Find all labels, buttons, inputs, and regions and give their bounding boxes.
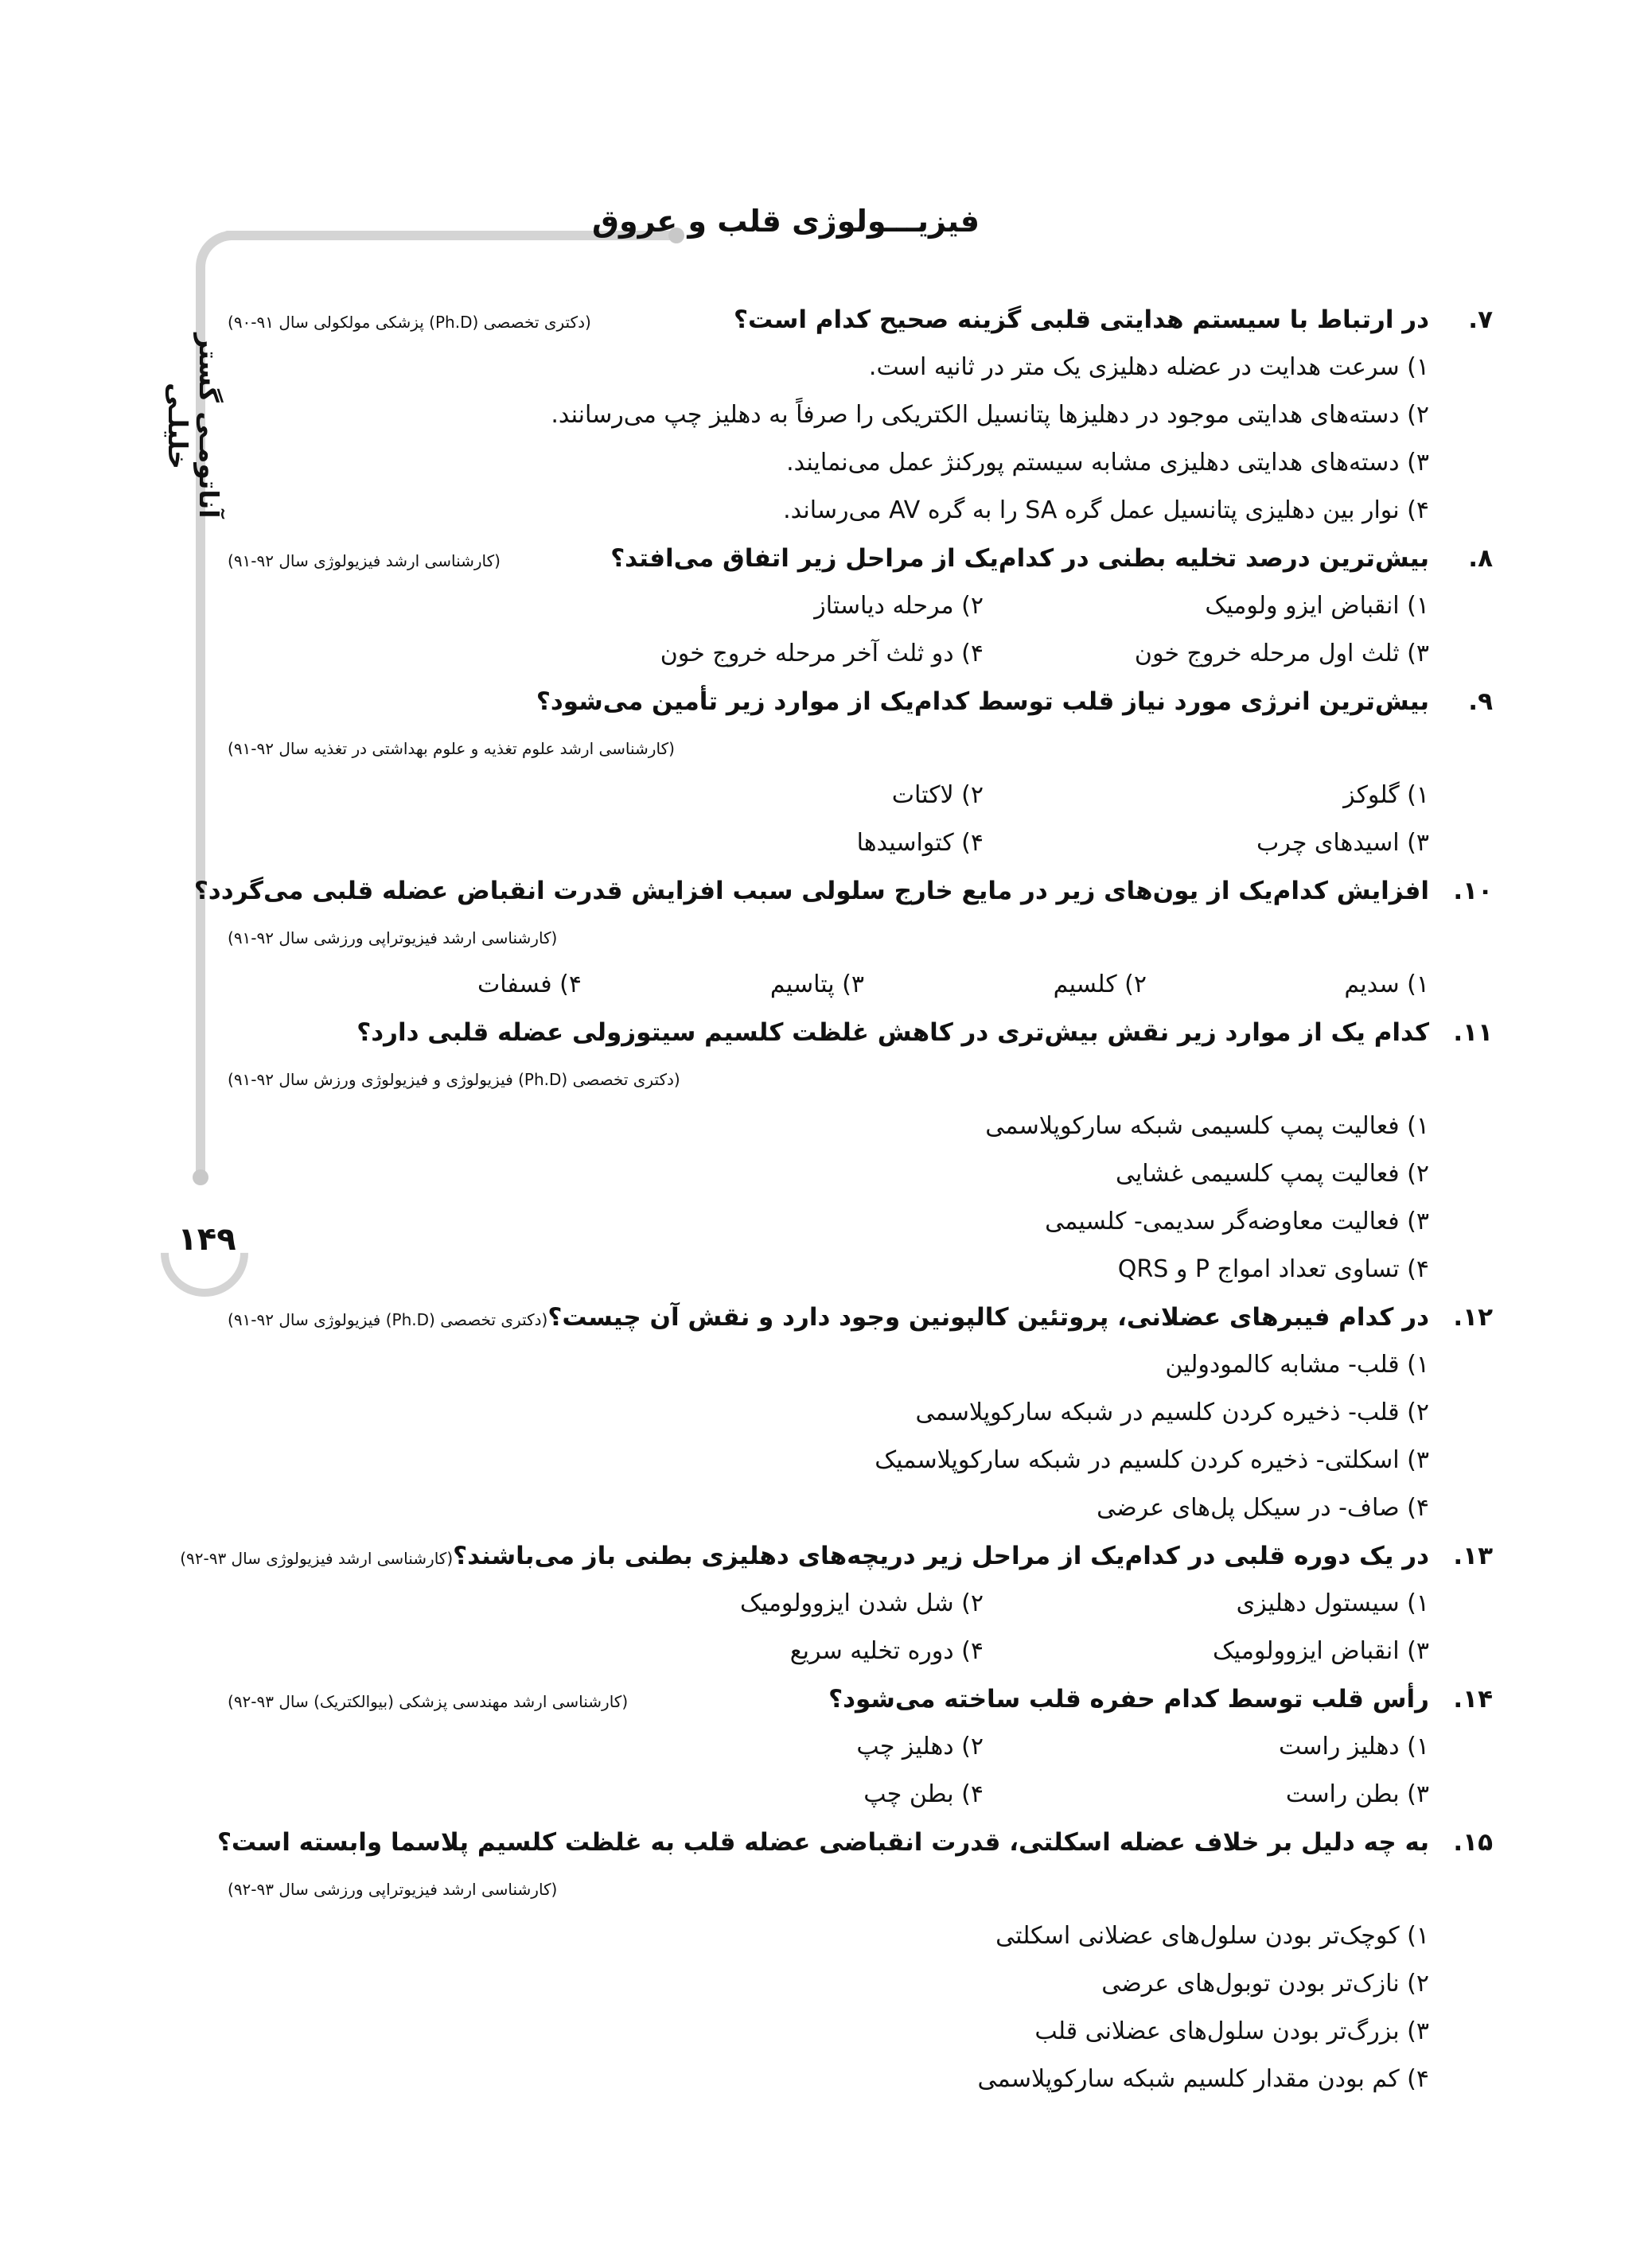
question-10 — [193, 867, 1493, 1009]
question-source: (دکتری تخصصی (Ph.D) فیزیولوژی و فیزیولوژی ورزش سال ۹۲-۹۱) — [228, 1070, 680, 1089]
option: ۳) بطن راست — [1285, 1780, 1429, 1808]
option: ۱) فعالیت پمپ کلسیمی شبکه سارکوپلاسمی — [985, 1112, 1429, 1140]
option: ۳) پتاسیم — [769, 971, 864, 998]
option: ۱) سرعت هدایت در عضله دهلیزی یک متر در ثانیه است. — [868, 353, 1429, 381]
option: ۴) بطن چپ — [863, 1780, 984, 1808]
question-number: ۱۱. — [1453, 1018, 1493, 1047]
option: ۲) کلسیم — [1053, 971, 1147, 998]
question-14 — [228, 1675, 1493, 1819]
option: ۲) قلب- ذخیره کردن کلسیم در شبکه سارکوپلاسمی — [915, 1399, 1429, 1426]
question-source: (کارشناسی ارشد فیزیولوژی سال ۹۲-۹۱) — [228, 551, 501, 570]
question-8 — [228, 535, 1493, 678]
question-text: کدام یک از موارد زیر نقش بیش‌تری در کاهش غلظت کلسیم سیتوزولی عضله قلبی دارد؟ — [356, 1018, 1429, 1047]
question-source: (کارشناسی ارشد فیزیولوژی سال ۹۳-۹۲) — [180, 1549, 454, 1568]
option: ۳) دسته‌های هدایتی دهلیزی مشابه سیستم پورکنژ عمل می‌نمایند. — [786, 449, 1429, 477]
option: ۳) انقباض ایزوولومیک — [1212, 1637, 1429, 1665]
question-source: (دکتری تخصصی (Ph.D) پزشکی مولکولی سال ۹۱-۹۰) — [228, 313, 591, 332]
question-text: افزایش کدام‌یک از یون‌های زیر در مایع خارج سلولی سبب افزایش قدرت انقباض عضله قلبی می‌گردد؟ — [193, 877, 1429, 905]
question-11 — [228, 1009, 1493, 1293]
question-number: ۱۰. — [1453, 877, 1493, 905]
question-13 — [180, 1532, 1493, 1675]
option: ۲) نازک‌تر بودن توبول‌های عرضی — [1101, 1970, 1429, 1998]
option: ۱) دهلیز راست — [1278, 1733, 1429, 1760]
option: ۳) بزرگ‌تر بودن سلول‌های عضلانی قلب — [1034, 2017, 1429, 2045]
option: ۱) کوچک‌تر بودن سلول‌های عضلانی اسکلتی — [995, 1922, 1429, 1950]
option: ۴) تساوی تعداد امواج P و QRS — [1117, 1255, 1429, 1283]
option: ۴) نوار بین دهلیزی پتانسیل عمل گره SA را به گره AV می‌رساند. — [783, 496, 1429, 524]
option: ۲) مرحله دیاستاز — [814, 592, 984, 620]
question-12 — [228, 1293, 1493, 1532]
option: ۴) صاف- در سیکل پل‌های عرضی — [1097, 1494, 1429, 1522]
option: ۱) گلوکز — [1343, 781, 1429, 809]
question-number: ۱۴. — [1453, 1685, 1493, 1714]
question-number: ۹. — [1468, 687, 1493, 716]
option: ۱) سیستول دهلیزی — [1236, 1589, 1429, 1617]
question-number: ۱۵. — [1453, 1828, 1493, 1857]
option: ۳) فعالیت معاوضه‌گر سدیمی- کلسیمی — [1045, 1208, 1429, 1235]
margin-rule-dot — [193, 1169, 208, 1185]
question-source: (کارشناسی ارشد علوم تغذیه و علوم بهداشتی در تغذیه سال ۹۲-۹۱) — [228, 739, 675, 758]
question-text: بیش‌ترین انرژی مورد نیاز قلب توسط کدام‌یک از موارد زیر تأمین می‌شود؟ — [536, 687, 1429, 716]
side-label: آناتومـی گستر خلیلـی — [162, 333, 224, 519]
question-source: (دکتری تخصصی (Ph.D) فیزیولوژی سال ۹۲-۹۱) — [228, 1310, 548, 1329]
question-9 — [228, 678, 1493, 867]
question-source: (کارشناسی ارشد مهندسی پزشکی (بیوالکتریک) سال ۹۳-۹۲) — [228, 1692, 629, 1711]
question-number: ۷. — [1468, 305, 1493, 334]
question-text: بیش‌ترین درصد تخلیه بطنی در کدام‌یک از مراحل زیر اتفاق می‌افتد؟ — [610, 544, 1429, 573]
question-text: رأس قلب توسط کدام حفره قلب ساخته می‌شود؟ — [828, 1685, 1429, 1714]
option: ۲) دهلیز چپ — [856, 1733, 984, 1760]
question-source: (کارشناسی ارشد فیزیوتراپی ورزشی سال ۹۳-۹۲) — [228, 1880, 558, 1899]
option: ۱) قلب- مشابه کالمودولین — [1165, 1351, 1429, 1379]
option: ۱) سدیم — [1344, 971, 1429, 998]
option: ۲) لاکتات — [891, 781, 984, 809]
option: ۳) اسیدهای چرب — [1256, 829, 1429, 857]
question-source: (کارشناسی ارشد فیزیوتراپی ورزشی سال ۹۲-۹۱) — [228, 928, 558, 947]
option: ۲) شل شدن ایزوولومیک — [739, 1589, 984, 1617]
question-text: در ارتباط با سیستم هدایتی قلبی گزینه صحیح کدام است؟ — [734, 305, 1429, 334]
option: ۴) کتواسیدها — [856, 829, 984, 857]
question-number: ۸. — [1468, 544, 1493, 573]
question-text: در یک دوره قلبی در کدام‌یک از مراحل زیر دریچه‌های دهلیزی بطنی باز می‌باشند؟ — [453, 1542, 1429, 1570]
question-7 — [228, 296, 1493, 535]
question-number: ۱۲. — [1453, 1303, 1493, 1332]
question-text: به چه دلیل بر خلاف عضله اسکلتی، قدرت انقباضی عضله قلب به غلظت کلسیم پلاسما وابسته است؟ — [216, 1828, 1429, 1857]
option: ۴) فسفات — [477, 971, 582, 998]
option: ۴) کم بودن مقدار کلسیم شبکه سارکوپلاسمی — [977, 2065, 1429, 2093]
option: ۴) دوره تخلیه سریع — [789, 1637, 984, 1665]
page-number: ۱۴۹ — [177, 1221, 236, 1258]
question-number: ۱۳. — [1453, 1542, 1493, 1570]
option: ۳) اسکلتی- ذخیره کردن کلسیم در شبکه سارکوپلاسمیک — [875, 1446, 1429, 1474]
option: ۳) ثلث اول مرحله خروج خون — [1134, 640, 1429, 667]
question-15 — [216, 1819, 1493, 2103]
option: ۲) فعالیت پمپ کلسیمی غشایی — [1115, 1160, 1429, 1188]
chapter-title: فیزیـــولوژی قلب و عروق — [591, 204, 980, 239]
option: ۱) انقباض ایزو ولومیک — [1205, 592, 1429, 620]
question-text: در کدام فیبرهای عضلانی، پروتئین کالپونین وجود دارد و نقش آن چیست؟ — [547, 1303, 1429, 1332]
option: ۲) دسته‌های هدایتی موجود در دهلیزها پتانسیل الکتریکی را صرفاً به دهلیز چپ می‌رسانند. — [551, 401, 1429, 429]
option: ۴) دو ثلث آخر مرحله خروج خون — [660, 640, 984, 667]
